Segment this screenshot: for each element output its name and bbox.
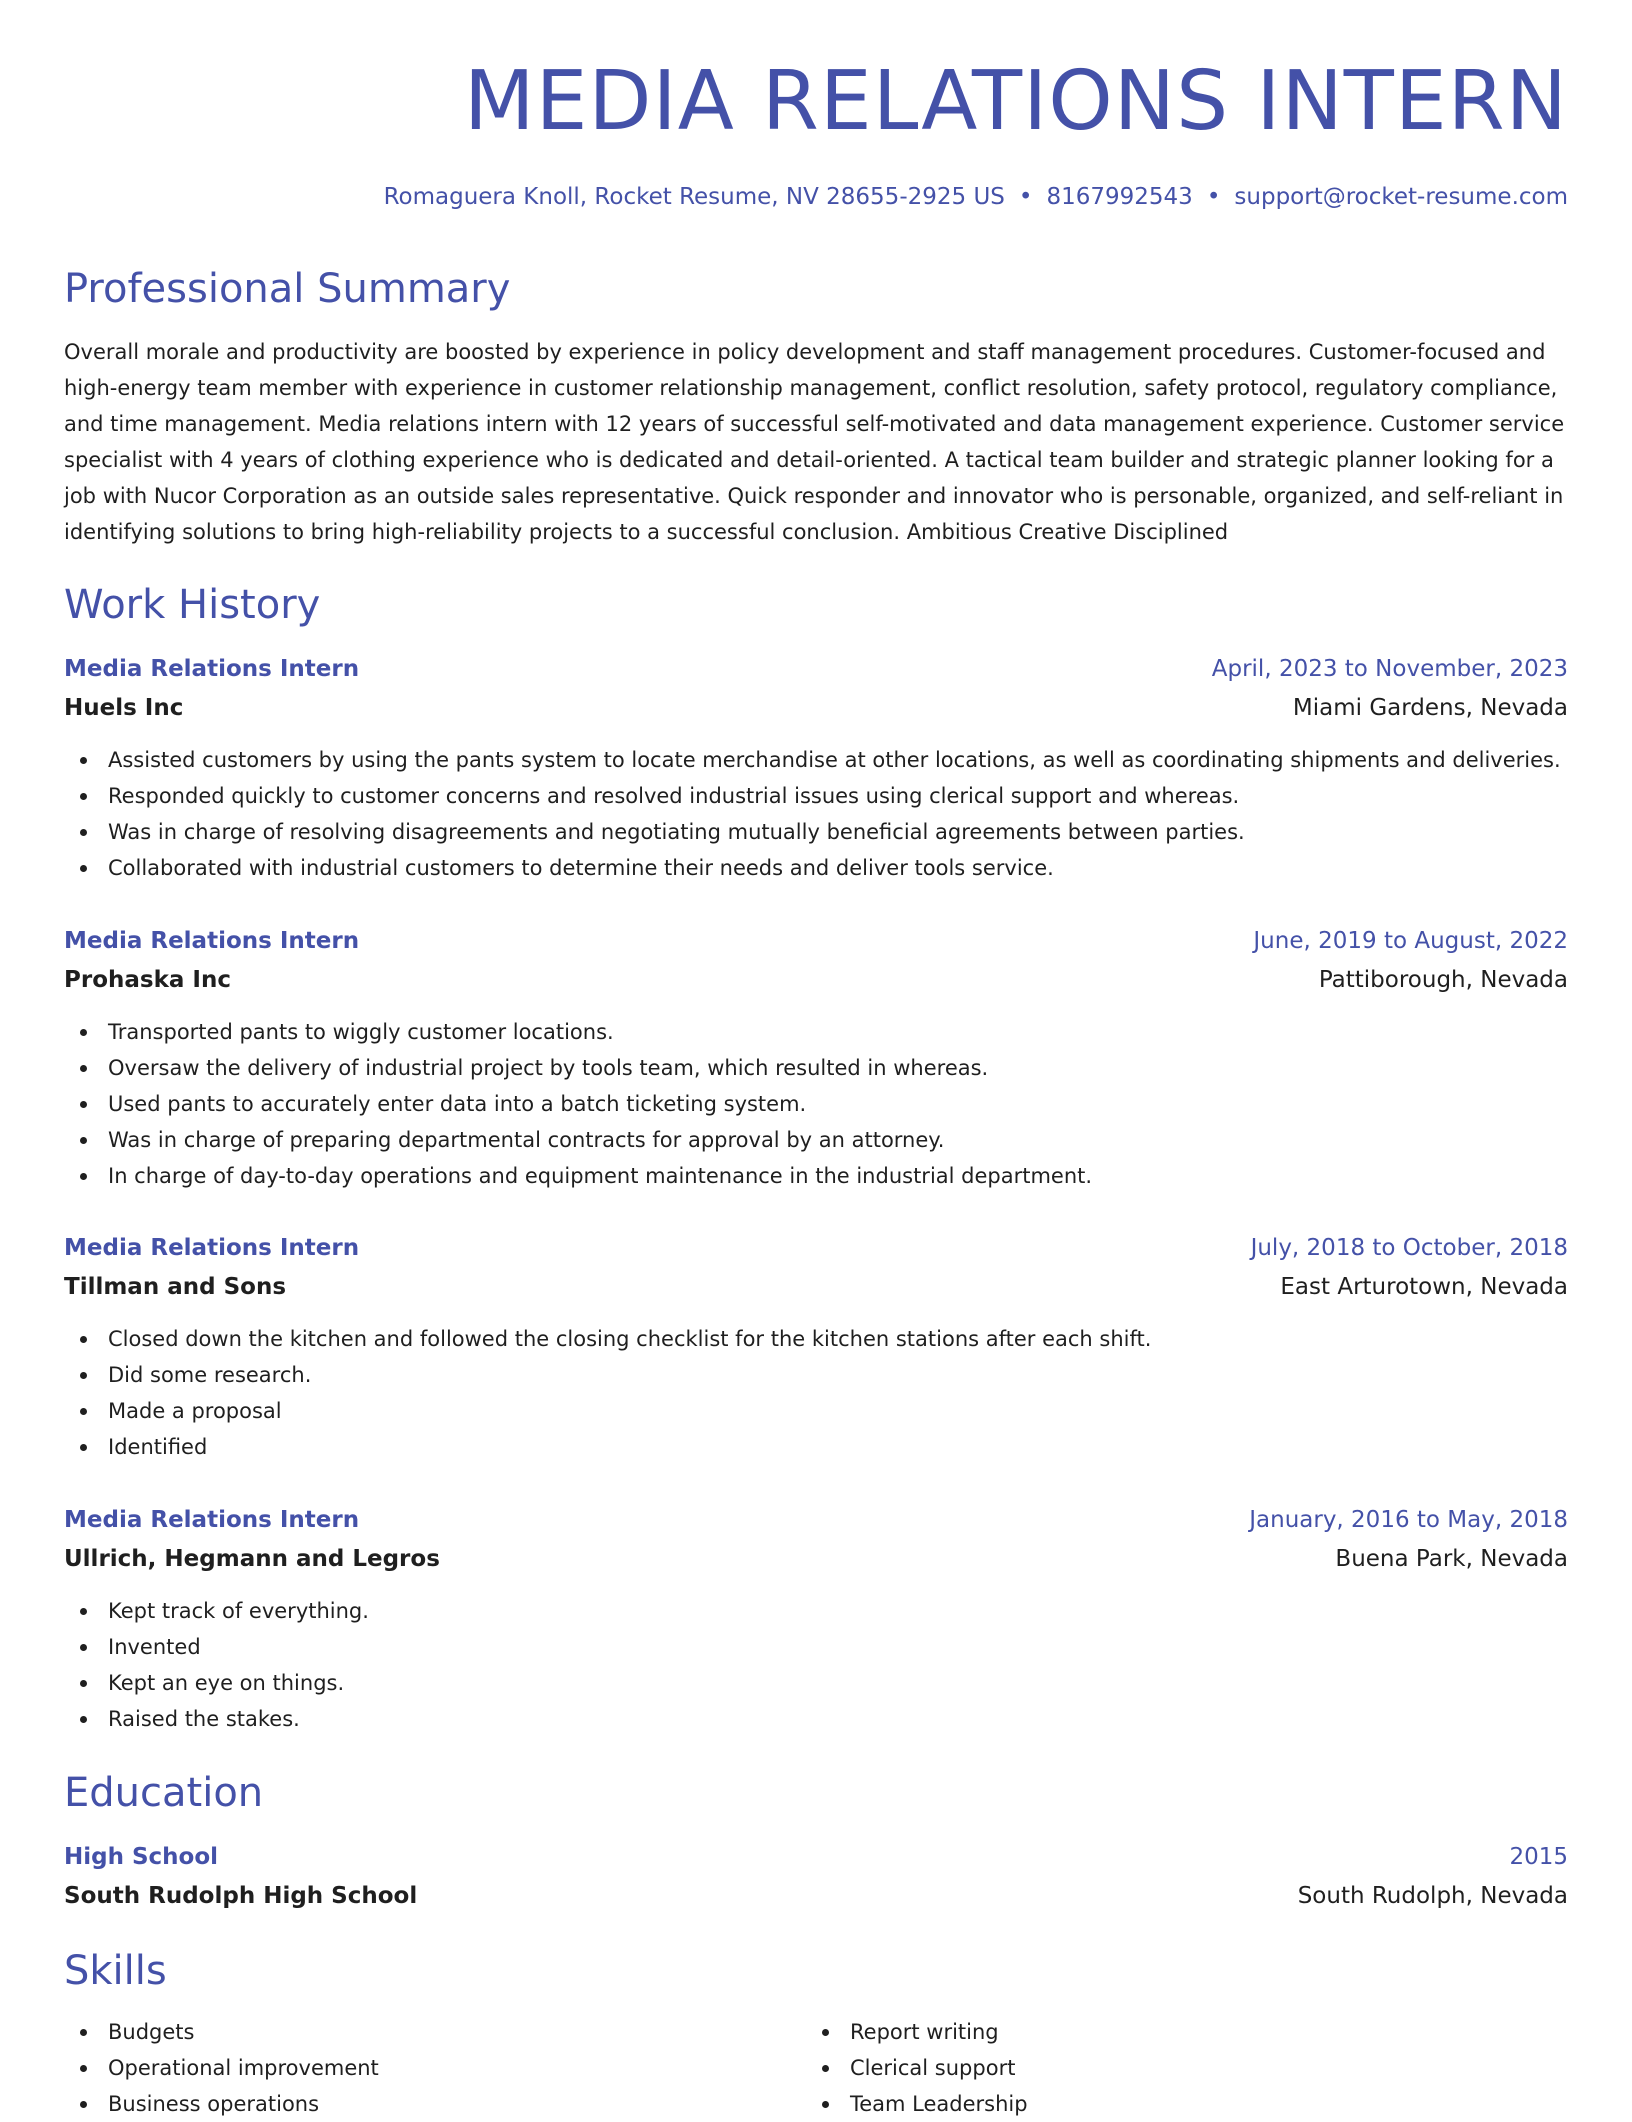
list-item: Transported pants to wiggly customer locations. [64,1014,1568,1050]
contact-separator: • [1206,184,1221,210]
job-bullets [64,1593,1568,1737]
job-dates: April, 2023 to November, 2023 [1211,656,1568,682]
list-item: Invented [64,1629,1568,1665]
job-company: Prohaska Inc [64,967,231,993]
list-item: Oversaw the delivery of industrial project by tools team, which resulted in whereas. [64,1050,1568,1086]
job-role: Media Relations Intern [64,1507,360,1533]
list-item: Budgets [64,2014,379,2050]
list-item: Operational improvement [64,2050,379,2086]
list-item: Team Leadership [806,2086,1028,2122]
education-location: South Rudolph, Nevada [1297,1883,1568,1909]
job-entry [64,650,1568,886]
contact-separator: • [1018,184,1033,210]
list-item: Business operations [64,2086,379,2122]
section-title-summary: Professional Summary [64,266,511,312]
job-bullets [64,742,1568,886]
skills-column-left [64,2014,379,2122]
job-entry [64,922,1568,1194]
list-item: Report writing [806,2014,1028,2050]
job-entry [64,1501,1568,1737]
contact-email[interactable]: support@rocket-resume.com [1234,184,1568,210]
list-item: Identified [64,1429,1568,1465]
section-title-skills: Skills [64,1948,167,1994]
list-item: Kept track of everything. [64,1593,1568,1629]
job-role: Media Relations Intern [64,1235,360,1261]
job-role: Media Relations Intern [64,928,360,954]
list-item: Responded quickly to customer concerns and resolved industrial issues using clerical support and whereas. [64,778,1568,814]
resume-name: MEDIA RELATIONS INTERN [463,54,1568,149]
list-item: Was in charge of resolving disagreements and negotiating mutually beneficial agreements between parties. [64,814,1568,850]
section-title-work: Work History [64,582,321,628]
skills-column-right [806,2014,1028,2122]
list-item: In charge of day-to-day operations and equipment maintenance in the industrial department. [64,1158,1568,1194]
education-year: 2015 [1509,1844,1568,1870]
job-role: Media Relations Intern [64,656,360,682]
summary-text: Overall morale and productivity are boosted by experience in policy development and staff management procedures. Customer-focused and high-energy team member with experience in customer relationship management, conflict resolution, safety protocol, regulatory compliance, and time management. Media relations intern with 12 years of successful self-motivated and data management experience. Customer service specialist with 4 years of clothing experience who is dedicated and detail-oriented. A tactical team builder and strategic planner looking for a job with Nucor Corporation as an outside sales representative. Quick responder and innovator who is personable, organized, and self-reliant in identifying solutions to bring high-reliability projects to a successful conclusion. Ambitious Creative Disciplined [64,340,1565,544]
job-company: Tillman and Sons [64,1274,287,1300]
job-location: Pattiborough, Nevada [1318,967,1568,993]
contact-phone: 8167992543 [1046,184,1193,210]
job-company: Ullrich, Hegmann and Legros [64,1546,440,1572]
section-title-education: Education [64,1770,264,1816]
job-bullets [64,1321,1568,1465]
list-item: Closed down the kitchen and followed the closing checklist for the kitchen stations after each shift. [64,1321,1568,1357]
job-location: East Arturotown, Nevada [1280,1274,1568,1300]
list-item: Raised the stakes. [64,1701,1568,1737]
list-item: Used pants to accurately enter data into a batch ticketing system. [64,1086,1568,1122]
education-entry [64,1838,1568,1916]
list-item: Did some research. [64,1357,1568,1393]
job-company: Huels Inc [64,695,184,721]
job-location: Miami Gardens, Nevada [1292,695,1568,721]
job-dates: July, 2018 to October, 2018 [1250,1235,1568,1261]
list-item: Clerical support [806,2050,1028,2086]
job-dates: January, 2016 to May, 2018 [1249,1507,1568,1533]
education-school: South Rudolph High School [64,1883,418,1909]
job-entry [64,1229,1568,1465]
list-item: Was in charge of preparing departmental contracts for approval by an attorney. [64,1122,1568,1158]
education-degree: High School [64,1844,219,1870]
contact-address: Romaguera Knoll, Rocket Resume, NV 28655-2925 US [383,184,1005,210]
job-dates: June, 2019 to August, 2022 [1253,928,1568,954]
list-item: Collaborated with industrial customers to determine their needs and deliver tools service. [64,850,1568,886]
job-location: Buena Park, Nevada [1335,1546,1568,1572]
list-item: Assisted customers by using the pants system to locate merchandise at other locations, as well as coordinating shipments and deliveries. [64,742,1568,778]
contact-line [384,182,1568,212]
list-item: Kept an eye on things. [64,1665,1568,1701]
list-item: Made a proposal [64,1393,1568,1429]
job-bullets [64,1014,1568,1194]
